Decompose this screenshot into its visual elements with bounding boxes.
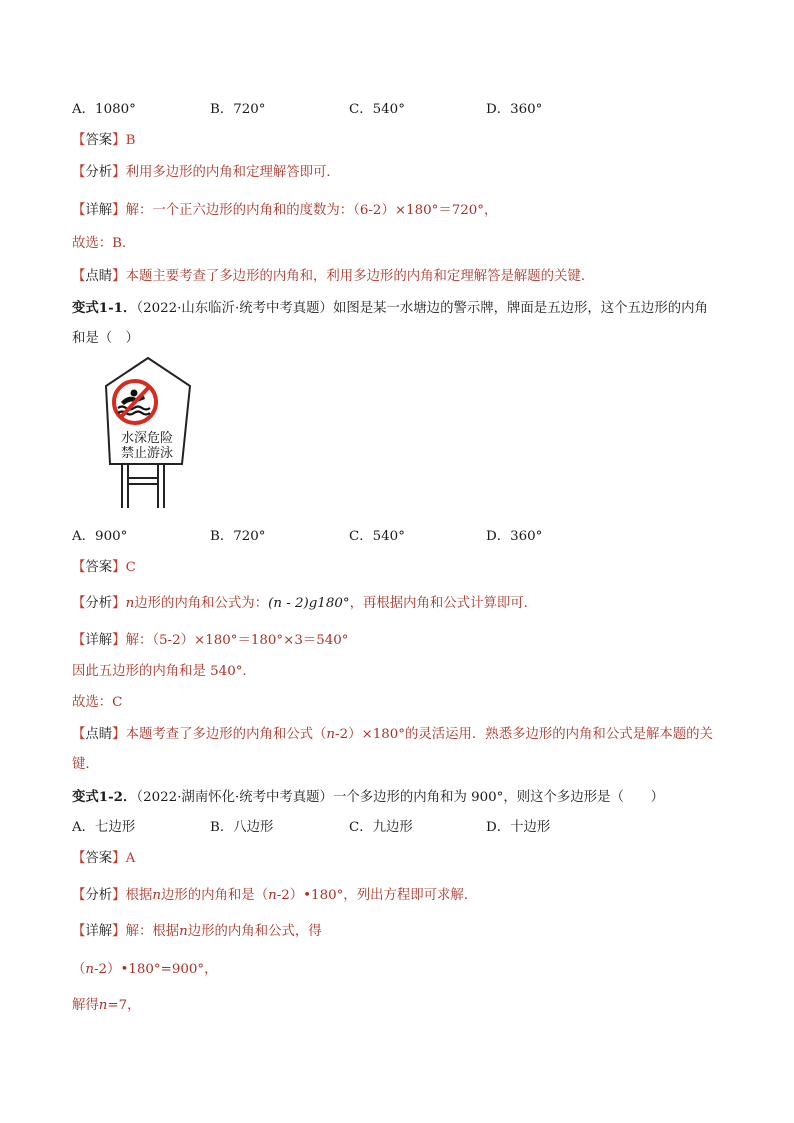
equation-line-q2 xyxy=(72,960,217,980)
question-1-1-stem xyxy=(72,298,708,319)
analysis-text-b: 边形的内角和是（ xyxy=(160,888,269,903)
detail-line-q2: 【详解】解：根据n边形的内角和公式，得 xyxy=(72,924,322,939)
variable-n: n xyxy=(152,888,161,903)
no-swimming-icon xyxy=(114,381,156,423)
answer-line-q0: 【答案】B xyxy=(72,133,136,148)
answer-line-q2: 【答案】A xyxy=(72,851,136,866)
option-a: A．900° xyxy=(72,529,128,544)
sign-text-line2: 禁止游泳 xyxy=(120,446,174,461)
option-d: D．360° xyxy=(486,102,543,117)
detail-line-q0: 【详解】解：一个正六边形的内角和的度数为：（6-2）×180°＝720°， xyxy=(72,203,498,218)
variable-n: n xyxy=(326,727,336,742)
answer-line-q1: 【答案】C xyxy=(72,560,136,575)
option-d: D．360° xyxy=(486,529,543,544)
question-source: （2022·山东临沂·统考中考真题） xyxy=(136,301,333,316)
options-row-q2 xyxy=(72,818,752,838)
answer-value: A xyxy=(125,851,136,866)
analysis-tag: 分析 xyxy=(85,596,113,611)
conclusion-line-q1 xyxy=(72,662,256,682)
question-stem-line1: 如图是某一水塘边的警示牌，牌面是五边形，这个五边形的内角 xyxy=(332,301,708,316)
question-label: 变式1-2． xyxy=(72,789,137,805)
equation-text-b: -2）•180°=900°， xyxy=(94,962,218,977)
answer-tag: 答案 xyxy=(85,560,113,575)
solution-line-q2 xyxy=(72,996,141,1016)
question-stem: 一个多边形的内角和为 900°，则这个多边形是（ ） xyxy=(332,790,665,805)
analysis-text-a: 边形的内角和公式为： xyxy=(134,596,269,611)
choice-text: 故选：B． xyxy=(72,236,136,251)
comment-text-a: 本题考查了多边形的内角和公式（ xyxy=(125,727,327,742)
choice-line-q0 xyxy=(72,234,135,254)
analysis-formula: (n - 2)g180° xyxy=(268,596,350,611)
analysis-tag: 分析 xyxy=(85,165,113,180)
analysis-text-a: 根据 xyxy=(125,888,153,903)
answer-tag: 答案 xyxy=(85,133,113,148)
detail-text-a: 解：根据 xyxy=(125,924,180,939)
answer-tag: 答案 xyxy=(85,851,113,866)
detail-tag: 详解 xyxy=(85,203,113,218)
comment-line-q1-cont xyxy=(72,755,99,775)
variable-n: n xyxy=(98,998,108,1013)
comment-line-q1: 【点睛】本题考查了多边形的内角和公式（n-2）×180°的灵活运用．熟悉多边形的内角和公式是解本题的关 xyxy=(72,727,713,742)
solution-text-b: =7， xyxy=(107,998,141,1013)
comment-tag: 点睛 xyxy=(85,727,113,742)
analysis-text-b: ，再根据内角和公式计算即可． xyxy=(349,596,538,611)
option-c: C．540° xyxy=(349,529,405,544)
comment-text: 本题主要考查了多边形的内角和，利用多边形的内角和定理解答是解题的关键． xyxy=(125,269,595,284)
sign-text-line1: 水深危险 xyxy=(120,431,174,446)
variable-n: n xyxy=(125,596,135,611)
comment-line-q0: 【点睛】本题主要考查了多边形的内角和，利用多边形的内角和定理解答是解题的关键． xyxy=(72,269,595,284)
option-d: D．十边形 xyxy=(486,820,551,835)
option-a: A．七边形 xyxy=(72,820,136,835)
choice-line-q1 xyxy=(72,693,122,713)
question-source: （2022·湖南怀化·统考中考真题） xyxy=(136,790,333,805)
question-stem-line2: 和是（ ） xyxy=(72,331,139,346)
choice-text: 故选：C xyxy=(72,695,123,710)
options-row-q1 xyxy=(72,527,752,547)
variable-n: n xyxy=(268,888,277,903)
option-c: C．540° xyxy=(349,102,405,117)
question-1-2-stem xyxy=(72,787,664,808)
option-a: A．1080° xyxy=(72,102,136,117)
analysis-text: 利用多边形的内角和定理解答即可． xyxy=(125,165,340,180)
detail-text-b: 边形的内角和公式，得 xyxy=(187,924,322,939)
comment-text-b: -2）×180°的灵活运用．熟悉多边形的内角和公式是解本题的关 xyxy=(335,727,713,742)
answer-value: C xyxy=(125,560,136,575)
comment-tag: 点睛 xyxy=(85,269,113,284)
detail-text: 解：（5-2）×180°＝180°×3＝540° xyxy=(125,633,349,648)
variable-n: n xyxy=(85,962,95,977)
option-c: C．九边形 xyxy=(349,820,413,835)
detail-tag: 详解 xyxy=(85,633,113,648)
analysis-line-q1: 【分析】n边形的内角和公式为：(n - 2)g180°，再根据内角和公式计算即可． xyxy=(72,596,538,611)
question-1-1-stem-cont xyxy=(72,329,139,349)
conclusion-text: 因此五边形的内角和是 540°． xyxy=(72,664,256,679)
variable-n: n xyxy=(179,924,188,939)
warning-sign-figure xyxy=(104,356,194,512)
option-b: B．720° xyxy=(210,529,266,544)
detail-text: 解：一个正六边形的内角和的度数为：（6-2）×180°＝720°， xyxy=(125,203,498,218)
analysis-line-q0: 【分析】利用多边形的内角和定理解答即可． xyxy=(72,165,340,180)
equation-text-a: （ xyxy=(72,962,86,977)
question-label: 变式1-1． xyxy=(72,300,137,316)
analysis-line-q2: 【分析】根据n边形的内角和是（n-2）•180°，列出方程即可求解． xyxy=(72,888,478,903)
comment-text-c: 键． xyxy=(72,757,99,772)
option-b: B．720° xyxy=(210,102,266,117)
solution-text-a: 解得 xyxy=(72,998,99,1013)
detail-line-q1: 【详解】解：（5-2）×180°＝180°×3＝540° xyxy=(72,633,349,648)
sign-post xyxy=(122,462,164,508)
answer-value: B xyxy=(125,133,136,148)
analysis-text-c: -2）•180°，列出方程即可求解． xyxy=(276,888,478,903)
option-b: B．八边形 xyxy=(210,820,274,835)
detail-tag: 详解 xyxy=(85,924,113,939)
options-row-q0 xyxy=(72,100,752,120)
analysis-tag: 分析 xyxy=(85,888,113,903)
